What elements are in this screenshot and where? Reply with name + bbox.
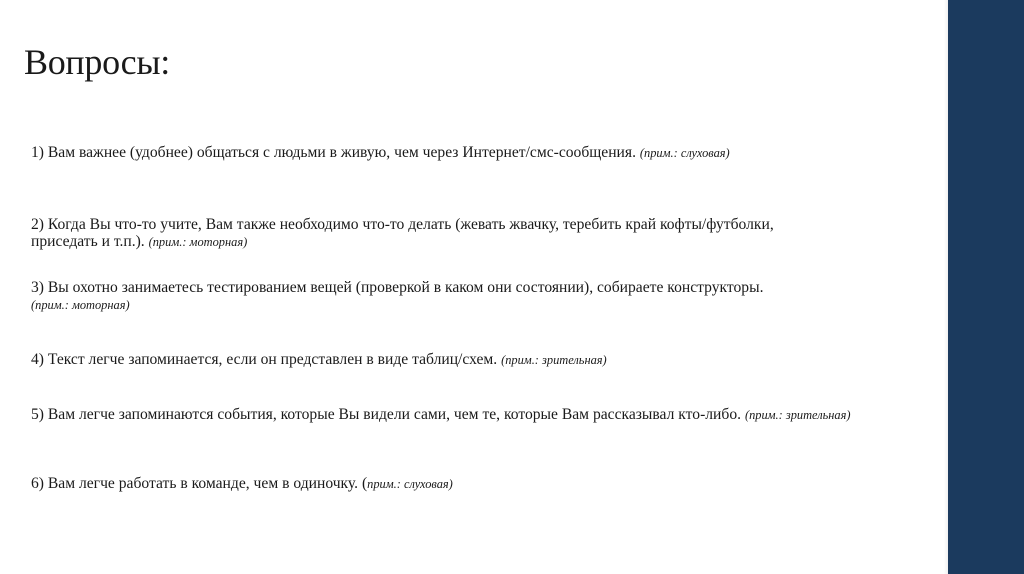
question-text: 6) Вам легче работать в команде, чем в одиночку. ( bbox=[31, 475, 368, 492]
question-text: 5) Вам легче запоминаются события, которые Вы видели сами, чем те, которые Вам рассказывал кто-либо. bbox=[31, 406, 745, 423]
question-text: 3) Вы охотно занимаетесь тестированием вещей (проверкой в каком они состоянии), собираете конструкторы. bbox=[31, 279, 764, 296]
question-6 bbox=[31, 475, 931, 493]
question-3 bbox=[31, 279, 801, 314]
question-hint: прим.: слуховая) bbox=[367, 477, 453, 491]
question-2 bbox=[31, 216, 801, 251]
question-text: 2) Когда Вы что-то учите, Вам также необходимо что-то делать (жевать жвачку, теребить край кофты/футболки, приседать и т.п.). bbox=[31, 216, 774, 250]
question-text: 4) Текст легче запоминается, если он представлен в виде таблиц/схем. bbox=[31, 351, 502, 368]
slide-title: Вопросы: bbox=[24, 42, 170, 82]
question-hint: (прим.: зрительная) bbox=[744, 408, 851, 422]
question-text: 1) Вам важнее (удобнее) общаться с людьми в живую, чем через Интернет/смс-сообщения. bbox=[31, 144, 640, 161]
question-hint: (прим.: моторная) bbox=[31, 298, 130, 312]
question-5 bbox=[31, 406, 911, 424]
question-1 bbox=[31, 144, 931, 162]
question-4 bbox=[31, 351, 931, 369]
question-hint: (прим.: слуховая) bbox=[639, 146, 730, 160]
question-hint: (прим.: зрительная) bbox=[501, 353, 607, 367]
side-decoration-panel bbox=[948, 0, 1024, 574]
question-hint: (прим.: моторная) bbox=[148, 235, 248, 249]
